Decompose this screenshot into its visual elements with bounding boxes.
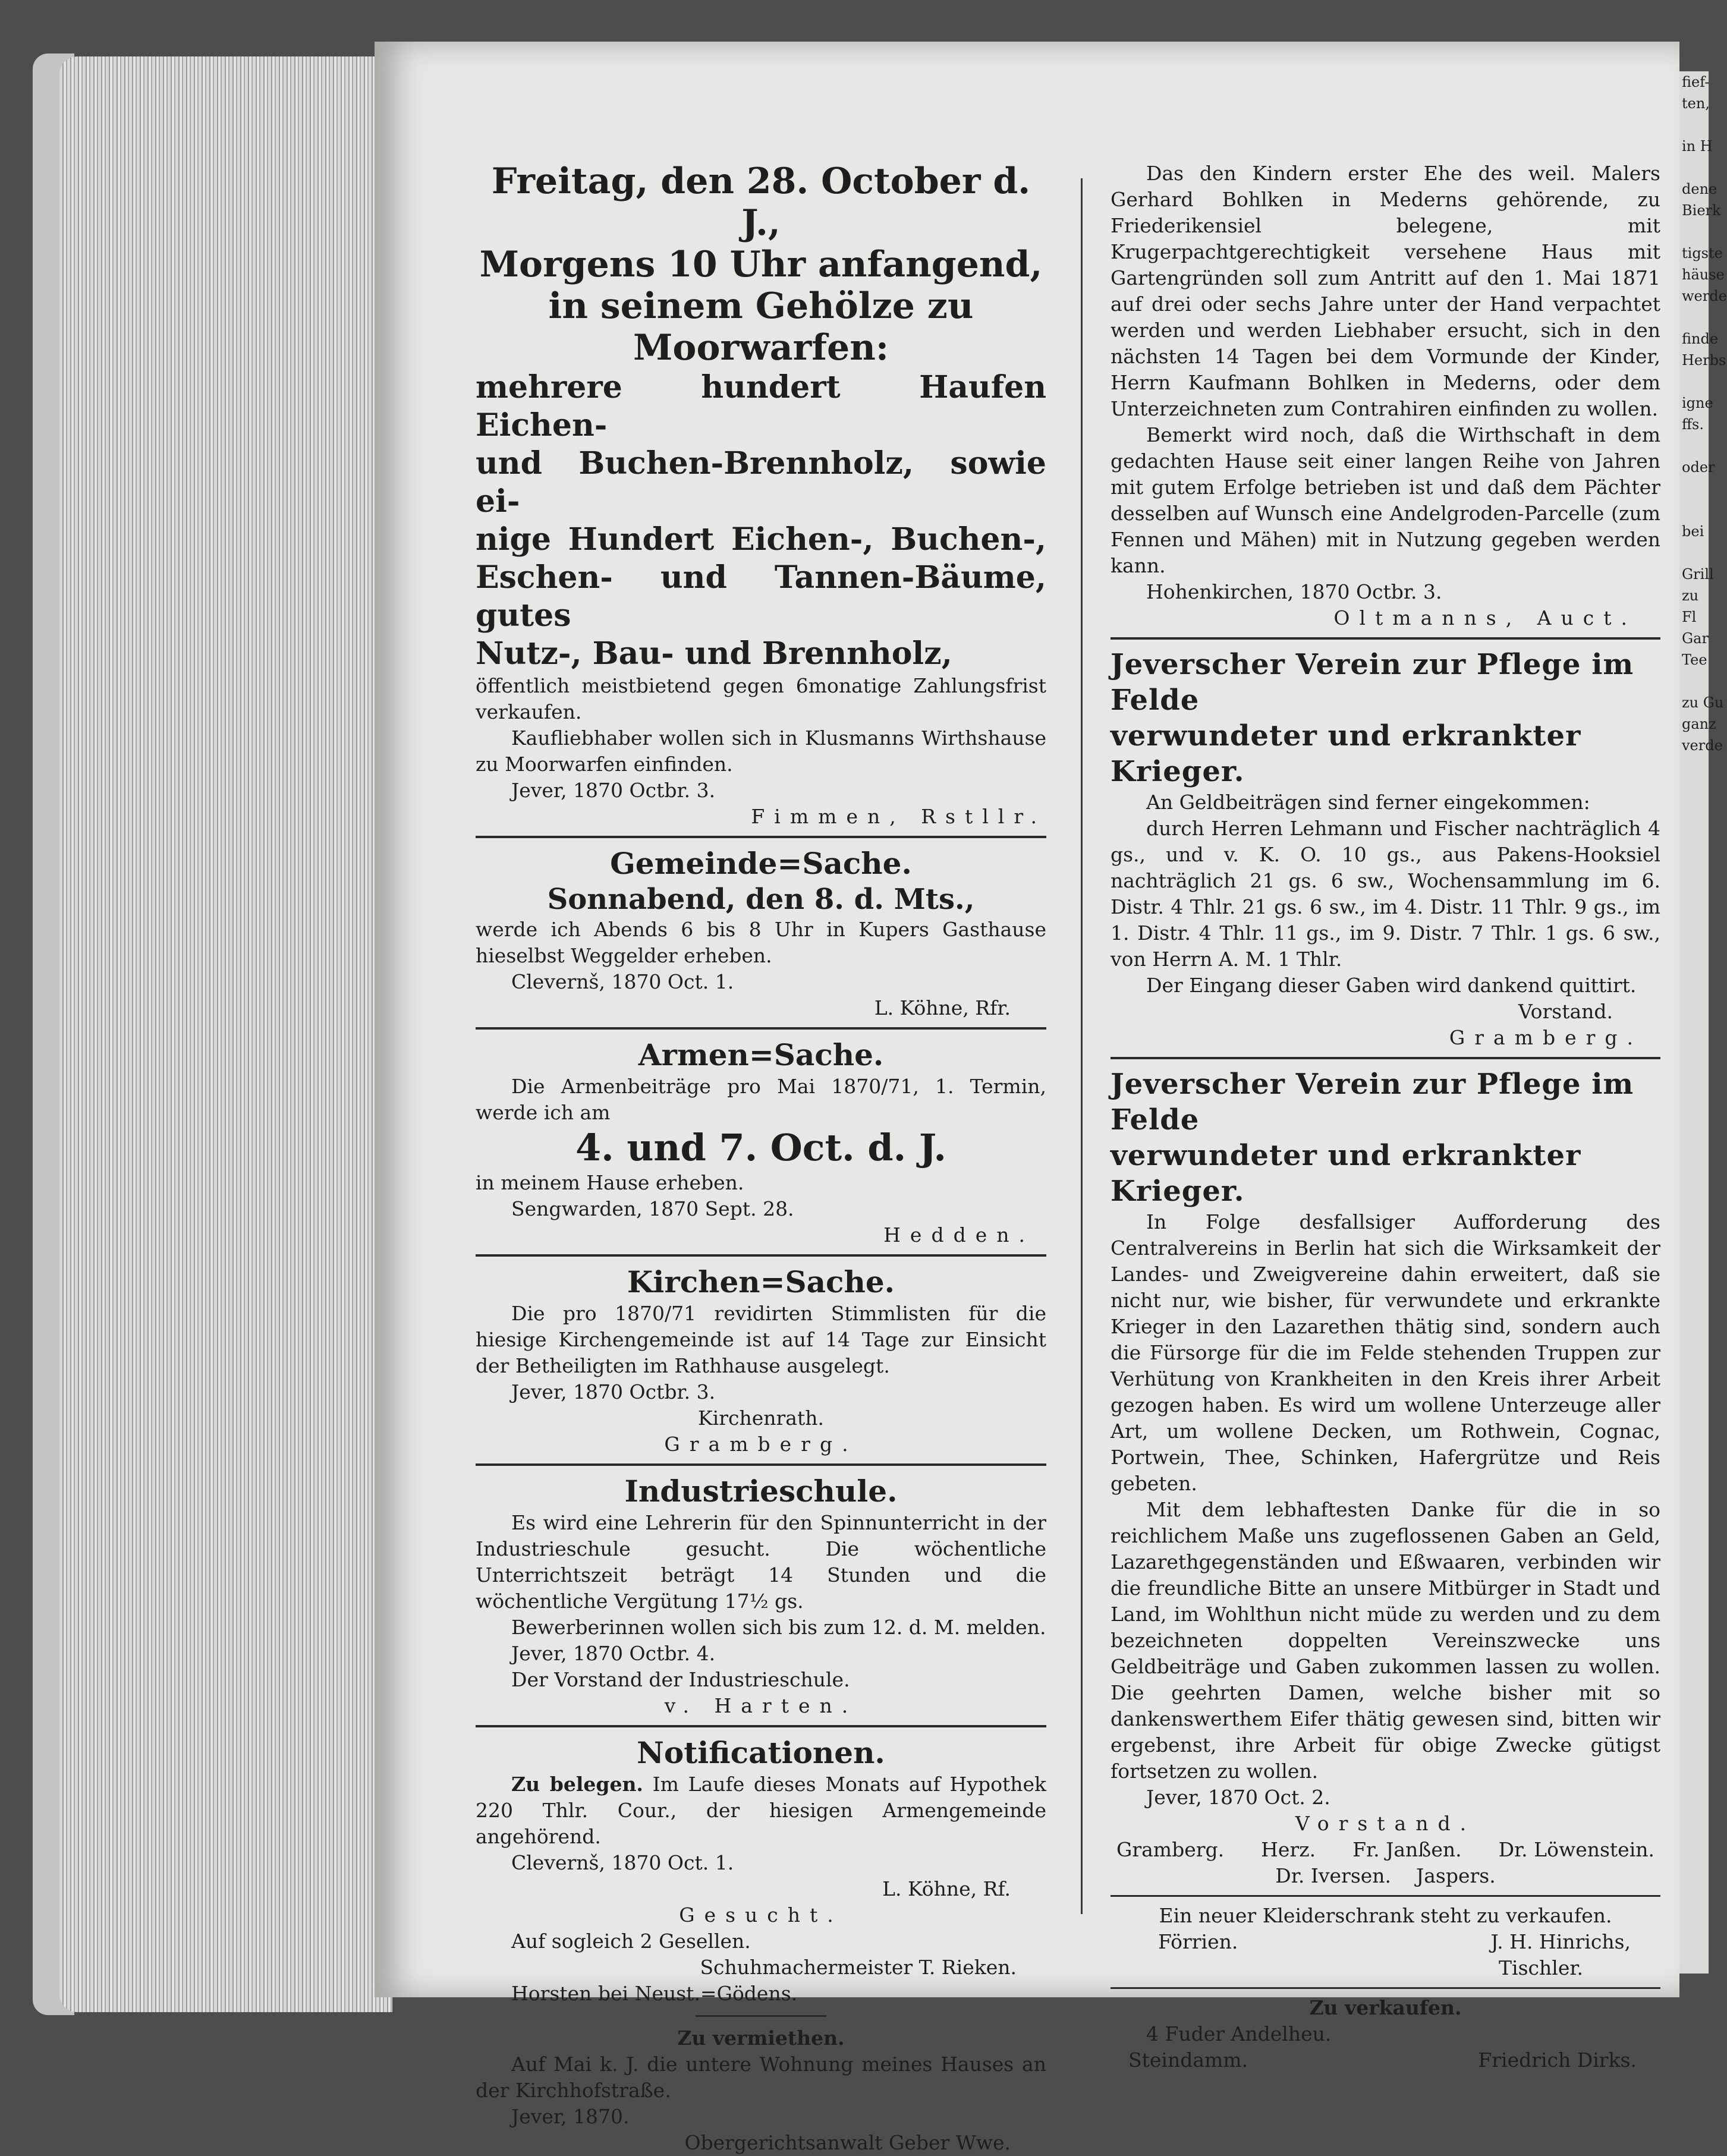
- edge-word: zu: [1682, 587, 1699, 604]
- verein-place-date: Jever, 1870 Oct. 2.: [1146, 1786, 1330, 1809]
- verein-appeal: In Folge desfallsiger Aufforderung des Centralvereins in Berlin hat sich die Wirksamkeit der Landes- und Zweigvereine dahin erweitert, daß sie nicht nur, wie bisher, für verwundete und erkrankte Krieger in den Lazarethen thätig sind, sondern auch die Fürsorge für die im Felde stehenden Truppen zur Verhütung von Krankheiten in den Kreis ihrer Arbeit gezogen haben. Es wird um wollene Unterzeuge aller Art, um wollene Decken, um Rothwein, Cognac, Portwein, Thee, Schinken, Hafergrütze und Reis gebeten.: [1111, 1210, 1660, 1495]
- vermiethen-title: Zu vermiethen.: [677, 2026, 845, 2050]
- edge-word: oder: [1682, 459, 1715, 476]
- section-divider: [1111, 1987, 1660, 1989]
- signature-row: [1111, 1863, 1660, 1889]
- auction-signature: Fimmen, Rstllr.: [751, 805, 1046, 828]
- schrank-occupation: Tischler.: [1499, 1956, 1583, 1979]
- signatory: Dr. Iversen.: [1275, 1864, 1392, 1887]
- edge-word: [1682, 307, 1709, 328]
- edge-word: Gar: [1682, 630, 1709, 647]
- verein-appeal-2: Mit dem lebhaftesten Danke für die in so reichlichem Maße uns zugeflossenen Gaben an Geld, Lazarethgegenständen und Eßwaaren, verbinden wir die freundliche Bitte an unsere Mitbürger in Stadt und Land, im Wohlthun nicht müde zu werden und zu dem bezeichneten doppelten Vereinszwecke uns Geldbeiträge und Gaben zukommen lassen zu wollen. Die geehrten Damen, welche bisher mit so dankenswerthem Eifer thätig gewesen sind, bitten wir ergebenst, ihre Arbeit für obige Zwecke gütigst fortsetzen zu wollen.: [1111, 1498, 1660, 1783]
- armen-dates: 4. und 7. Oct. d. J.: [575, 1126, 946, 1169]
- belegen-notice: [476, 1771, 1046, 1850]
- edge-word: [1682, 221, 1709, 243]
- kirchen-notice: [476, 1264, 1046, 1458]
- vermiethen-signature: Obergerichtsanwalt Geber Wwe.: [684, 2131, 1011, 2154]
- armen-notice: [476, 1037, 1046, 1248]
- edge-word: Bierk: [1682, 202, 1721, 219]
- verkaufen-title: Zu verkaufen.: [1309, 1996, 1462, 2019]
- auction-goods-line: nige Hundert Eichen-, Buchen-,: [476, 521, 1046, 558]
- section-heading: Notificationen.: [637, 1735, 885, 1770]
- section-divider: [476, 1725, 1046, 1727]
- edge-word: häuse: [1682, 266, 1725, 283]
- auction-goods-line: mehrere hundert Haufen Eichen-: [476, 369, 1046, 443]
- belegen-place-date: Clevernš, 1870 Oct. 1.: [511, 1851, 734, 1874]
- verein-heading: Jeverscher Verein zur Pflege im Felde: [1111, 648, 1634, 717]
- kirchen-body: Die pro 1870/71 revidirten Stimmlisten für die hiesige Kirchengemeinde ist auf 14 Tage zur Einsicht der Betheiligten im Rathhause ausgelegt.: [476, 1302, 1046, 1377]
- auction-goods-line: Eschen- und Tannen-Bäume, gutes: [476, 559, 1046, 634]
- haus-note: Bemerkt wird noch, daß die Wirthschaft in dem gedachten Hause seit einer langen Reihe von Jahren mit gutem Erfolge betrieben ist und daß dem Pächter desselben auf Wunsch eine Andelgroden-Parcelle (zum Fennen und Mähen) mit in Nutzung gegeben werden kann.: [1111, 423, 1660, 577]
- verein-notice-1: [1111, 647, 1660, 1051]
- haus-signature: Oltmanns, Auct.: [1333, 606, 1637, 630]
- column-divider: [1081, 178, 1083, 1914]
- auction-body: öffentlich meistbietend gegen 6monatige Zahlungsfrist verkaufen.: [476, 674, 1046, 723]
- schrank-body: Ein neuer Kleiderschrank steht zu verkaufen.: [1159, 1904, 1612, 1927]
- edge-word: igne: [1682, 395, 1713, 411]
- auction-goods-line: und Buchen-Brennholz, sowie ei-: [476, 445, 1046, 520]
- section-divider: [476, 836, 1046, 838]
- industrie-place-date: Jever, 1870 Octbr. 4.: [511, 1642, 716, 1665]
- verein-intro: An Geldbeiträgen sind ferner eingekommen:: [1146, 791, 1590, 814]
- edge-word: finde: [1682, 331, 1719, 347]
- edge-word: Tee: [1682, 651, 1707, 668]
- verkaufen-notice: [1111, 1995, 1660, 2073]
- auction-place-date: Jever, 1870 Octbr. 3.: [511, 779, 716, 802]
- adjacent-page-edge: [1679, 71, 1727, 1974]
- notificationen: [476, 1735, 1046, 2156]
- belegen-title: Zu belegen.: [511, 1773, 643, 1796]
- edge-word: bei: [1682, 523, 1704, 540]
- industrieschule-notice: [476, 1473, 1046, 1719]
- signatory: Gramberg.: [1116, 1838, 1225, 1861]
- gesucht-signature: Schuhmachermeister T. Rieken.: [700, 1956, 1017, 1979]
- kirchen-org: Kirchenrath.: [698, 1406, 824, 1430]
- signature-row: [1111, 1837, 1660, 1863]
- section-divider: [476, 1463, 1046, 1466]
- gemeinde-date: Sonnabend, den 8. d. Mts.,: [547, 883, 975, 916]
- verein-notice-2: [1111, 1066, 1660, 1889]
- gemeinde-signature: L. Köhne, Rfr.: [874, 996, 1011, 1019]
- armen-signature: Hedden.: [883, 1223, 1034, 1247]
- auction-notice: [476, 160, 1046, 830]
- edge-word: [1682, 435, 1709, 457]
- vermiethen-place: Jever, 1870.: [511, 2105, 630, 2128]
- gemeinde-body: werde ich Abends 6 bis 8 Uhr in Kupers Gasthause hieselbst Weggelder erheben.: [476, 918, 1046, 967]
- section-heading: Kirchen=Sache.: [627, 1264, 895, 1299]
- kirchen-place-date: Jever, 1870 Octbr. 3.: [511, 1380, 716, 1403]
- belegen-signature: L. Köhne, Rf.: [882, 1877, 1011, 1900]
- section-heading: Armen=Sache.: [638, 1037, 884, 1072]
- edge-word: ffs.: [1682, 416, 1704, 433]
- edge-word: in H: [1682, 138, 1713, 155]
- section-heading: Gemeinde=Sache.: [610, 846, 912, 881]
- industrie-note: Bewerberinnen wollen sich bis zum 12. d. M. melden.: [511, 1616, 1046, 1639]
- edge-word: [1682, 542, 1709, 564]
- auction-date-line: Freitag, den 28. October d. J.,: [491, 160, 1031, 244]
- industrie-signature: v. Harten.: [664, 1694, 858, 1717]
- auction-time-line: Morgens 10 Uhr anfangend,: [479, 244, 1043, 285]
- auction-goods-line: Nutz-, Bau- und Brennholz,: [476, 635, 952, 672]
- verein-contributions: durch Herren Lehmann und Fischer nachträglich 4 gs., und v. K. O. 10 gs., aus Pakens-Hooksiel nachträglich 21 gs. 6 sw., Wochensammlung im 6. Distr. 4 Thlr. 21 gs. 6 sw., im 4. Distr. 11 Thlr. 9 gs., im 1. Distr. 4 Thlr. 11 gs., im 9. Distr. 7 Thlr. 1 gs. 6 sw., von Herrn A. M. 1 Thlr.: [1111, 817, 1660, 971]
- right-column: [1111, 160, 1660, 2073]
- edge-word: werde: [1682, 288, 1727, 304]
- signatory: Jaspers.: [1416, 1864, 1496, 1887]
- gemeinde-notice: [476, 845, 1046, 1021]
- haus-notice: [1111, 160, 1660, 631]
- edge-word: zu Gu: [1682, 694, 1724, 711]
- edge-word: fief-: [1682, 74, 1710, 90]
- section-heading: Industrieschule.: [624, 1474, 898, 1509]
- signatory: Herz.: [1261, 1838, 1316, 1861]
- verein-org: Vorstand.: [1518, 1000, 1613, 1023]
- verein-heading: verwundeter und erkrankter Krieger.: [1111, 719, 1581, 788]
- edge-word: Herbs: [1682, 352, 1726, 369]
- schrank-place: Förrien.: [1158, 1930, 1238, 1953]
- edge-word: verde: [1682, 737, 1723, 754]
- edge-word: Grill: [1682, 566, 1714, 583]
- industrie-org: Der Vorstand der Industrieschule.: [511, 1668, 850, 1691]
- auction-place-line: in seinem Gehölze zu Moorwarfen:: [548, 285, 974, 369]
- section-divider: [1111, 1057, 1660, 1059]
- edge-word: [1682, 157, 1709, 178]
- verein-signature: Gramberg.: [1449, 1026, 1643, 1049]
- edge-word: [1682, 371, 1709, 392]
- gemeinde-place-date: Clevernš, 1870 Oct. 1.: [511, 970, 734, 993]
- kirchen-signature: Gramberg.: [664, 1433, 858, 1456]
- haus-place-date: Hohenkirchen, 1870 Octbr. 3.: [1146, 580, 1442, 603]
- verkaufen-place: Steindamm.: [1128, 2048, 1248, 2072]
- edge-word: ganz: [1682, 716, 1716, 732]
- section-divider: [1111, 1895, 1660, 1897]
- edge-word: ten,: [1682, 95, 1710, 112]
- verein-heading: Jeverscher Verein zur Pflege im Felde: [1111, 1068, 1634, 1137]
- edge-word: Fl: [1682, 609, 1697, 625]
- verein-thanks: Der Eingang dieser Gaben wird dankend quittirt.: [1146, 974, 1637, 997]
- vermiethen-body: Auf Mai k. J. die untere Wohnung meines Hauses an der Kirchhofstraße.: [476, 2053, 1046, 2102]
- page-edges: [59, 56, 392, 2012]
- verkaufen-signature: Friedrich Dirks.: [1478, 2048, 1637, 2072]
- schrank-signature: J. H. Hinrichs,: [1490, 1930, 1631, 1953]
- edge-word: [1682, 499, 1709, 521]
- edge-word: [1682, 114, 1709, 136]
- left-column: [476, 160, 1046, 2156]
- edge-word: [1682, 671, 1709, 692]
- section-divider: [476, 1027, 1046, 1030]
- schrank-signature-row: [1111, 1929, 1660, 1955]
- armen-body: Die Armenbeiträge pro Mai 1870/71, 1. Termin, werde ich am: [476, 1075, 1046, 1124]
- gesucht-body: Auf sogleich 2 Gesellen.: [511, 1930, 751, 1953]
- industrie-body: Es wird eine Lehrerin für den Spinnunterricht in der Industrieschule gesucht. Die wöchentliche Unterrichtszeit beträgt 14 Stunden und die wöchentliche Vergütung 17½ gs.: [476, 1511, 1046, 1613]
- auction-note: Kaufliebhaber wollen sich in Klusmanns Wirthshause zu Moorwarfen einfinden.: [476, 726, 1046, 776]
- kleiderschrank-notice: [1111, 1903, 1660, 1981]
- verein-org: Vorstand.: [1295, 1812, 1476, 1835]
- armen-body-2: in meinem Hause erheben.: [476, 1171, 744, 1194]
- belegen-body: Im Laufe dieses Monats auf Hypothek 220 Thlr. Cour., der hiesigen Armengemeinde angehörend.: [476, 1773, 1046, 1848]
- verkaufen-body: 4 Fuder Andelheu.: [1146, 2022, 1332, 2045]
- armen-place-date: Sengwarden, 1870 Sept. 28.: [511, 1197, 794, 1220]
- verkaufen-signature-row: [1111, 2047, 1660, 2073]
- section-divider: [476, 1254, 1046, 1257]
- edge-word: dene: [1682, 181, 1717, 197]
- signatory: Fr. Janßen.: [1352, 1838, 1462, 1861]
- verein-heading: verwundeter und erkrankter Krieger.: [1111, 1139, 1581, 1208]
- edge-word: [1682, 478, 1709, 499]
- short-divider: [696, 2015, 826, 2017]
- section-divider: [1111, 637, 1660, 640]
- signatory: Dr. Löwenstein.: [1498, 1838, 1654, 1861]
- gesucht-place: Horsten bei Neust.=Gödens.: [511, 1982, 798, 2005]
- gesucht-title: Gesucht.: [679, 1903, 843, 1927]
- haus-body: Das den Kindern erster Ehe des weil. Malers Gerhard Bohlken in Mederns gehörende, zu Friederikensiel belegene, mit Krugerpachtgerechtigkeit versehene Haus mit Gartengründen soll zum Antritt auf den 1. Mai 1871 auf drei oder sechs Jahre unter der Hand verpachtet werden und werden Liebhaber ersucht, sich in den nächsten 14 Tagen bei dem Vormunde der Kinder, Herrn Kaufmann Bohlken in Mederns, oder dem Unterzeichneten zum Contrahiren einfinden zu wollen.: [1111, 162, 1660, 420]
- edge-word: tigste: [1682, 245, 1723, 262]
